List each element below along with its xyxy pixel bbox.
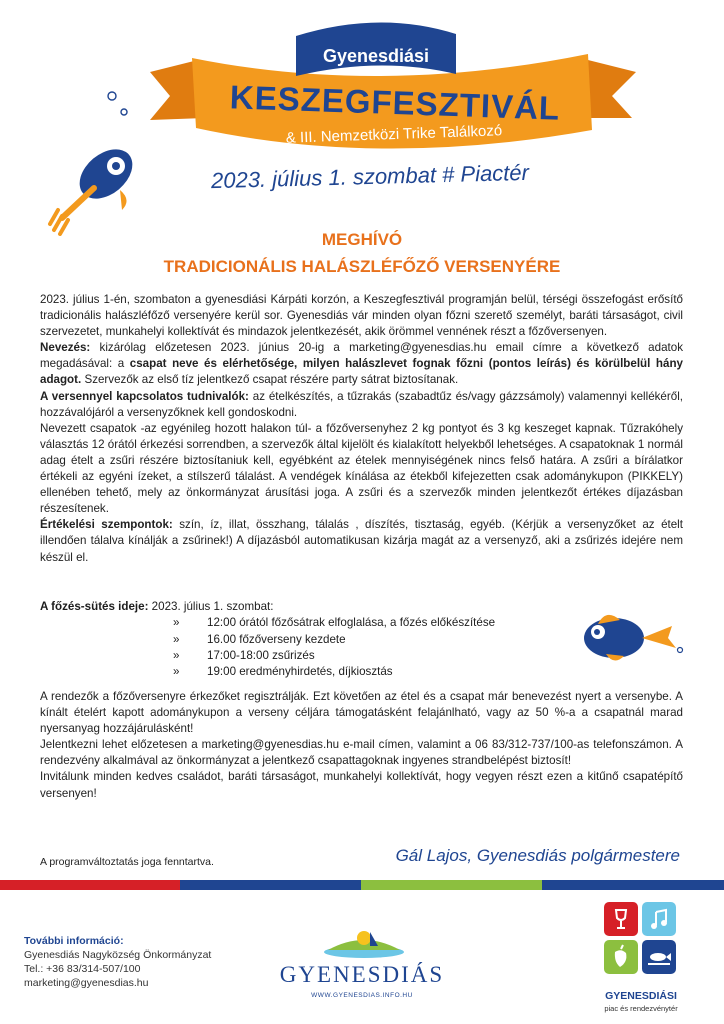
signature: Gál Lajos, Gyenesdiás polgármestere [395,846,680,865]
invitation-body [40,292,683,566]
schedule-item-text: 12:00 órától főzősátrak elfoglalása, a főzés előkészítése [207,616,496,630]
registration-paragraph [40,340,683,388]
arrow-icon: » [173,648,180,662]
schedule-item-text: 17:00-18:00 zsűrizés [207,648,315,662]
info-paragraph [40,389,683,421]
date-line: 2023. július 1. szombat # Piactér [210,159,530,194]
invitation-subtitle: TRADICIONÁLIS HALÁSZLÉFŐZŐ VERSENYÉRE [163,257,561,276]
fish-fork-icon [40,126,140,236]
schedule-item [40,648,640,664]
registration-label: Nevezés: [40,341,91,355]
gyenesdias-logo: GYENESDIÁS [279,962,445,987]
closing-paragraph: Jelentkezni lehet előzetesen a marketing@gyenesdias.hu e-mail címen, valamint a 06 83/312-737/100-as telefonszámon. A rendezvény alkalmával az önkormányzat a jelentkező csapattagoknak ingyenes strandbelépést biztosít! [40,738,683,768]
arrow-icon: » [173,665,180,679]
contact-email: marketing@gyenesdias.hu [24,977,149,989]
fish-paragraph: Nevezett csapatok -az egyénileg hozott halakon túl- a főzőversenyhez 2 kg pontyot és 3 kg keszeget kapnak. Tűzrakóhely választás 12 órától érkezési sorrendben, a szervezők által kijelölt és kialakított helyekből lehetséges. A csapatoknak 1 normál adag ételt a zsűri részére biztosítaniuk kell, egyébként az ételek mennyiségének nincs felső határa. A zsűri a bírálatkor értékeli az egyéni ízeket, a stílszerű tálalást. A vendégek kínálása az étekből kifejezetten csak adománykupon (PIKKELY) ellenében tehető, mely az önkormányzat árusítási joga. A zsűri és a szervezők minden jelentkezőt értékes díjazásban részesítenek. [40,421,683,516]
arrow-icon: » [173,632,180,646]
evaluation-paragraph [40,517,683,565]
registration-text-tent: Szervezők az első tíz jelentkező csapat részére party sátrat biztosítanak. [81,373,459,387]
color-stripe-navy [542,880,724,890]
closing-paragraph: Invitálunk minden kedves családot, baráti társaságot, munkahelyi kollektívát, hogy vegyen részt ezen a kitűnő csapatépítő versenyen! [40,770,683,800]
location-tag: Gyenesdiási [322,46,430,66]
invitation-title: MEGHÍVÓ [321,230,403,249]
contact-heading: További információ: [24,935,124,947]
schedule-item-text: 19:00 eredményhirdetés, díjkiosztás [207,665,393,679]
schedule [40,599,640,680]
registration-requirements: csapat neve és elérhetősége, milyen halászlevet fognak főzni (pontos leírás) és körülbelül hány adagot. [40,357,683,387]
info-text: az ételkészítés, a tűzrakás (szabadtűz és/vagy gázzsámoly) valamennyi kellékéről, hozzávalójáról a versenyzőknek kell gondoskodni. [40,389,683,419]
music-icon [642,902,676,936]
schedule-date: 2023. július 1. szombat: [148,600,274,613]
info-label: A versennyel kapcsolatos tudnivalók: [40,389,249,403]
festival-subtitle: & III. Nemzetközi Trike Találkozó [285,122,503,147]
gyenesdias-logo-graphic [318,926,408,964]
arrow-icon: » [173,616,180,630]
evaluation-text: szín, íz, illat, összhang, tálalás , díszítés, tisztaság, egyéb. (Kérjük a versenyzőket az ételt illendően tálalva kínálják a zsűrinek!) A díjazásból automatikusan kizárja magát az a versenyző, aki a zsűrizés idejére nem készül el. [40,518,683,564]
color-stripe-green [361,880,542,890]
contact-org: Gyenesdiás Nagyközség Önkormányzat [24,949,212,961]
color-stripe-red [0,880,180,890]
fish-dish-icon [642,940,676,974]
disclaimer: A programváltoztatás joga fenntartva. [40,856,214,868]
closing-section [40,689,683,802]
festival-name: KESZEGFESZTIVÁL [229,78,561,127]
market-subtitle: piac és rendezvénytér [604,1004,678,1013]
registration-text: kizárólag előzetesen 2023. június 20-ig a marketing@gyenesdias.hu email címre a következő adatok megadásával: a [40,341,683,371]
market-name: GYENESDIÁSI [605,990,677,1002]
closing-paragraph: A rendezők a főzőversenyre érkezőket regisztrálják. Ezt követően az étel és a csapat már benevezést nyert a versenybe. A kínált ételért kapott adománykupon a verseny céljára támogatásként felajánlható, vagy az 50 %-a a csapatnál marad nyersanyag hozzájárulásként! [40,690,683,736]
schedule-item [40,615,640,631]
evaluation-label: Értékelési szempontok: [40,518,173,532]
schedule-item [40,664,640,680]
schedule-label: A főzés-sütés ideje: [40,600,149,613]
intro-paragraph: 2023. július 1-én, szombaton a gyenesdiási Kárpáti korzón, a Keszegfesztivál programján belül, térségi összefogást erősítő tradicionális halászléfőző versenyére kerül sor. Gyenesdiás vár minden olyan főzni szerető személyt, baráti társaságot, civil szervezetet, munkahelyi kollektívát és mindazok jelentkezését, akik örömmel vennének részt a főzőversenyen. [40,293,683,339]
pepper-icon [604,940,638,974]
fish-icon [576,602,686,672]
wine-glass-icon [604,902,638,936]
schedule-item [40,632,640,648]
contact-phone: Tel.: +36 83/314-507/100 [24,963,141,975]
schedule-heading [40,599,640,615]
schedule-item-text: 16.00 főzőverseny kezdete [207,632,346,646]
gyenesdias-url: WWW.GYENESDIAS.INFO.HU [311,992,413,999]
color-stripe-blue [180,880,361,890]
contact-block [24,934,211,990]
